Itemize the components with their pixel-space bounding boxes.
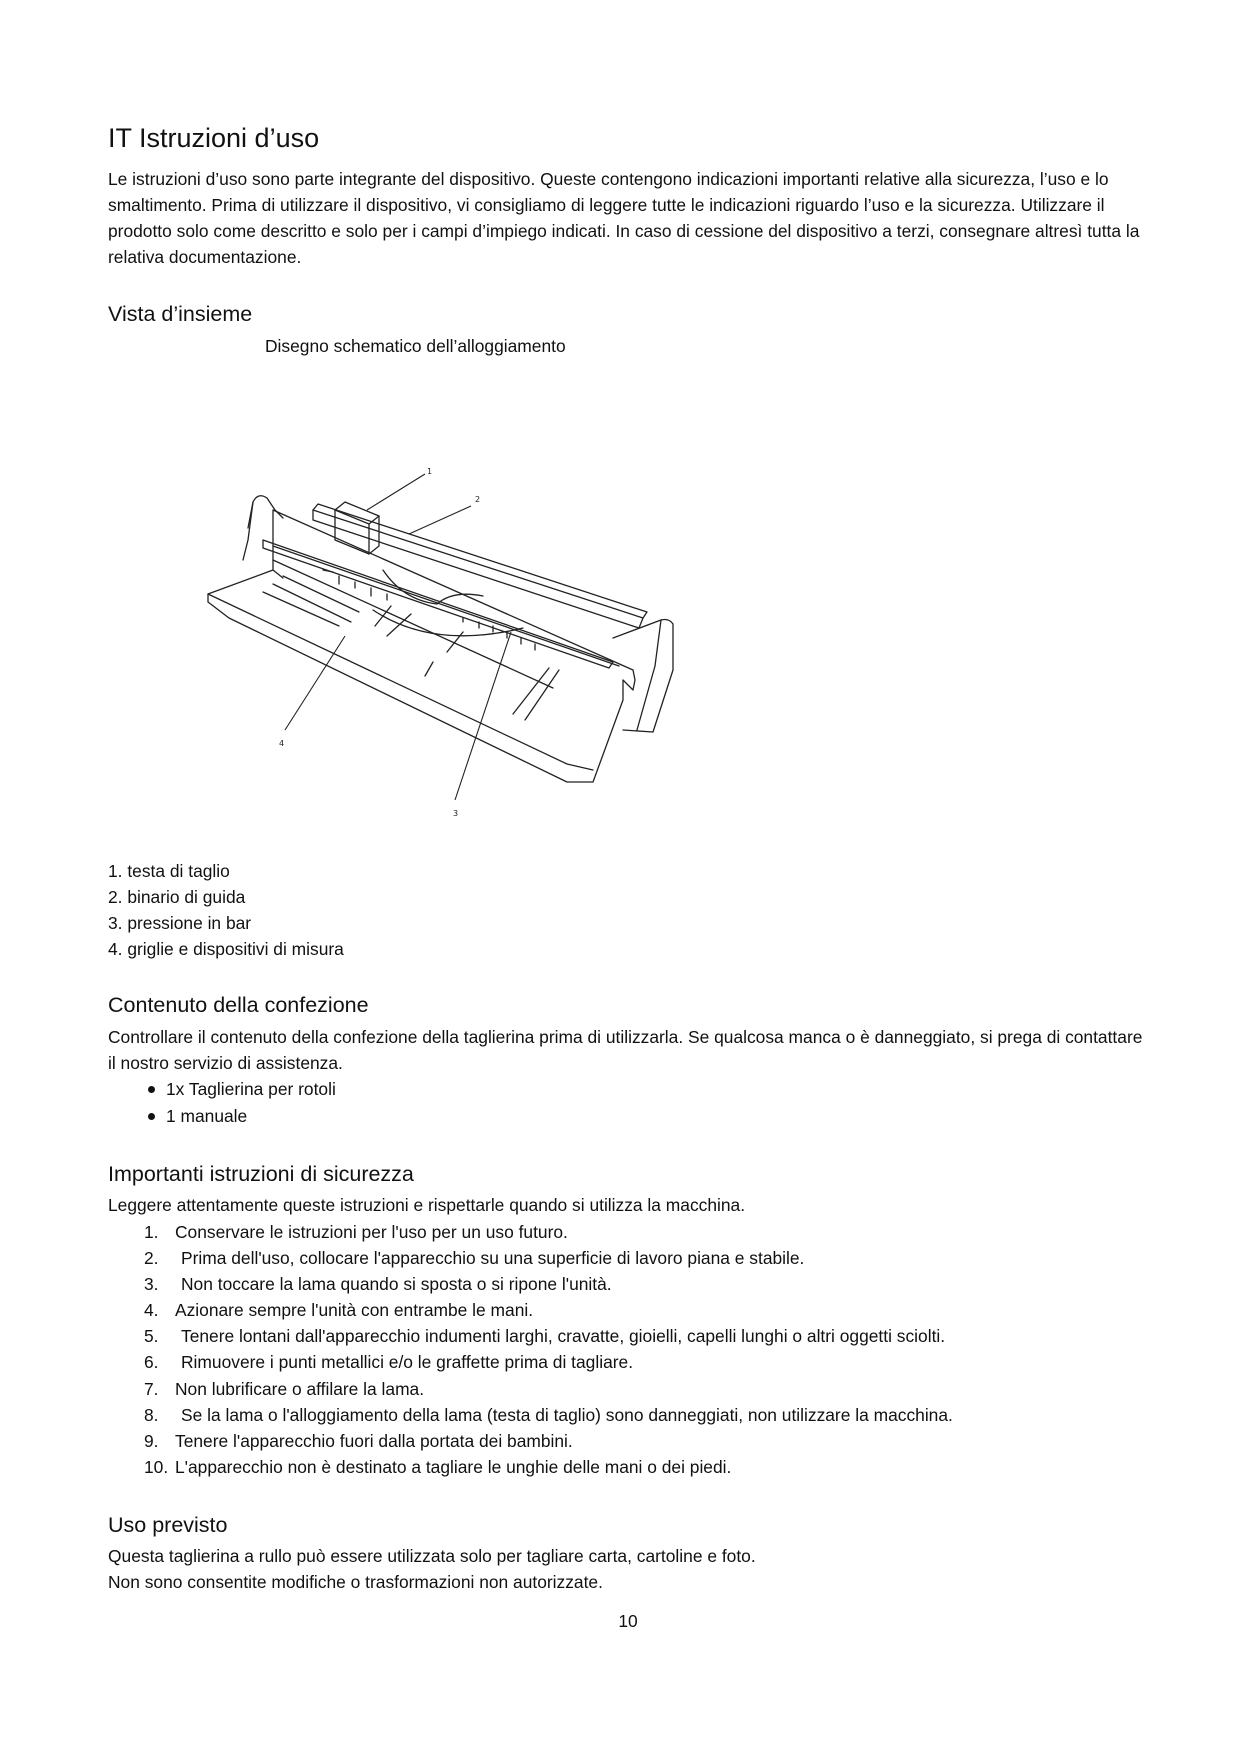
list-item: [144, 1428, 953, 1454]
rule-number: 3.: [144, 1274, 159, 1295]
intro-paragraph: Le istruzioni d’uso sono parte integrante del dispositivo. Queste contengono indicazioni importanti relative alla sicurezza, l’uso e lo smaltimento. Prima di utilizzare il dispositivo, vi consigliamo di leggere tutte le indicazioni riguardo l’uso e la sicurezza. Utilizzare il prodotto solo come descritto e solo per i campi d’impiego indicati. In caso di cessione del dispositivo a terzi, consegnare altresì tutta la relativa documentazione.: [108, 169, 1140, 267]
overview-heading: Vista d’insieme: [108, 302, 253, 326]
rule-number: 1.: [144, 1222, 159, 1242]
list-item: [144, 1454, 953, 1480]
rule-number: 7.: [144, 1378, 159, 1399]
rule-text: Se la lama o l'alloggiamento della lama (testa di taglio) sono danneggiati, non utilizzare la macchina.: [181, 1404, 953, 1425]
rule-number: 4.: [144, 1300, 159, 1321]
list-item: 3. pressione in bar: [108, 913, 252, 933]
rule-text: Tenere l'apparecchio fuori dalla portata dei bambini.: [175, 1430, 573, 1451]
diagram-left-support: [248, 496, 283, 528]
intended-use-text: [108, 1543, 756, 1595]
safety-intro: Leggere attentamente queste istruzioni e rispettarle quando si utilizza la macchina.: [108, 1195, 746, 1215]
rule-text: Tenere lontani dall'apparecchio indumenti larghi, cravatte, gioielli, capelli lunghi o altri oggetti sciolti.: [181, 1326, 946, 1347]
rule-text: Prima dell'uso, collocare l'apparecchio su una superficie di lavoro piana e stabile.: [181, 1248, 805, 1269]
rule-number: 10.: [144, 1456, 169, 1477]
safety-heading: Importanti istruzioni di sicurezza: [108, 1162, 414, 1186]
diagram-cutting-head: [335, 510, 369, 554]
diagram-right-support: [613, 620, 673, 733]
package-contents-list: [148, 1076, 336, 1130]
parts-list: [108, 858, 344, 962]
list-item: 1. testa di taglio: [108, 861, 230, 881]
rule-text: Non toccare la lama quando si sposta o si ripone l'unità.: [181, 1274, 612, 1295]
safety-rules-list: [144, 1219, 953, 1480]
rule-text: L'apparecchio non è destinato a tagliare le unghie delle mani o dei piedi.: [175, 1456, 732, 1477]
list-item: [144, 1245, 953, 1271]
list-item: [144, 1349, 953, 1375]
list-item: 1 manuale: [148, 1103, 336, 1130]
callout-3: 3: [453, 809, 459, 818]
list-item: [144, 1219, 953, 1245]
list-item: [144, 1323, 953, 1349]
package-contents-heading: Contenuto della confezione: [108, 993, 369, 1017]
intended-use-line: Non sono consentite modifiche o trasformazioni non autorizzate.: [108, 1572, 603, 1592]
rule-number: 9.: [144, 1430, 159, 1451]
list-item: 4. griglie e dispositivi di misura: [108, 939, 344, 959]
figure-caption: Disegno schematico dell’alloggiamento: [265, 336, 566, 356]
list-item: [144, 1402, 953, 1428]
rule-text: Conservare le istruzioni per l'uso per un uso futuro.: [175, 1222, 568, 1242]
list-item: 1x Taglierina per rotoli: [148, 1076, 336, 1103]
intended-use-heading: Uso previsto: [108, 1513, 228, 1537]
rule-number: 5.: [144, 1326, 159, 1347]
rule-text: Rimuovere i punti metallici e/o le graffette prima di tagliare.: [181, 1352, 634, 1373]
callout-1: 1: [427, 467, 433, 476]
rule-number: 6.: [144, 1352, 159, 1373]
roll-cutter-diagram: [163, 400, 803, 820]
diagram-guide-rail: [313, 510, 643, 628]
page-number: 10: [618, 1611, 638, 1631]
rule-text: Azionare sempre l'unità con entrambe le mani.: [175, 1300, 534, 1321]
intended-use-line: Questa taglierina a rullo può essere utilizzata solo per tagliare carta, cartoline e foto.: [108, 1546, 756, 1566]
list-item: [144, 1297, 953, 1323]
callout-4: 4: [279, 739, 285, 748]
package-contents-text: Controllare il contenuto della confezione della taglierina prima di utilizzarla. Se qualcosa manca o è danneggiato, si prega di contattare il nostro servizio di assistenza.: [108, 1027, 1143, 1073]
list-item: [144, 1271, 953, 1297]
list-item: 2. binario di guida: [108, 887, 246, 907]
page-title: IT Istruzioni d’uso: [108, 123, 320, 153]
callout-2: 2: [475, 495, 481, 504]
rule-number: 8.: [144, 1404, 159, 1425]
rule-number: 2.: [144, 1248, 159, 1269]
rule-text: Non lubrificare o affilare la lama.: [175, 1378, 425, 1399]
list-item: [144, 1376, 953, 1402]
